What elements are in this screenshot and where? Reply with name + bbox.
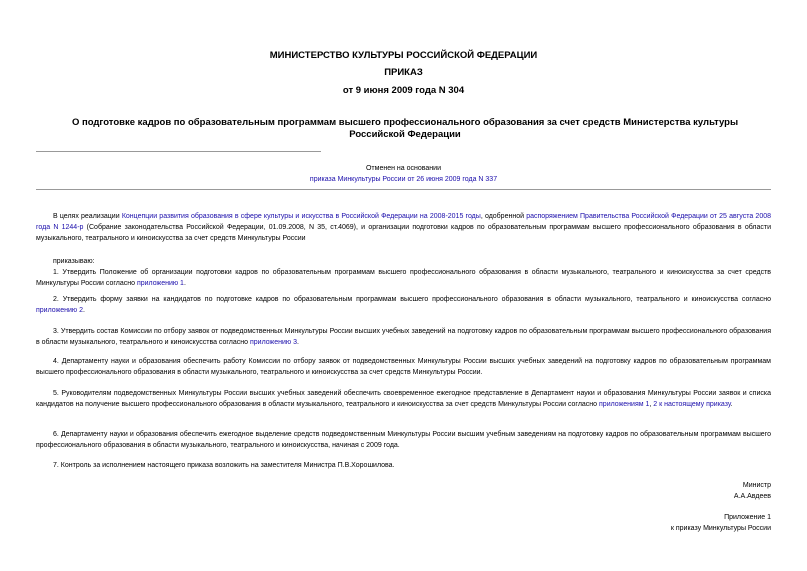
appendix-label: Приложение 1 bbox=[724, 514, 771, 521]
repeal-order-link[interactable]: приказа Минкультуры России от 26 июня 2009 года N 337 bbox=[309, 176, 498, 183]
signature-position: Министр bbox=[742, 482, 771, 489]
item-2: 2. Утвердить форму заявки на кандидатов по подготовке кадров по образовательным программам высшего профессионального образования в области музыкального, театрального и киноискусства согласно приложению 2. bbox=[36, 296, 771, 314]
status-note bbox=[36, 163, 771, 185]
item-5: 5. Руководителям подведомственных Минкультуры России высших учебных заведений обеспечить своевременное ежегодное представление в Департамент науки и образования Минкультуры России заявок и списка кандидатов на получение высшего профессионального образования в области музыкального, театрального и киноискусства за счет средств Минкультуры России согласно приложениям 1, 2 к настоящему приказу. bbox=[36, 390, 771, 408]
signature-name: А.А.Авдеев bbox=[733, 493, 771, 500]
appendix-ref: к приказу Минкультуры России bbox=[670, 525, 771, 532]
page-title: О подготовке кадров по образовательным программам высшего профессионального образования за счет средств Министерства культуры Российской Федерации bbox=[71, 117, 739, 140]
item-1: 1. Утвердить Положение об организации подготовки кадров по образовательным программам высшего профессионального образования в области музыкального, театрального и киноискусства за счет средств Минкультуры России согласно приложению 1. bbox=[36, 269, 771, 287]
date-number-heading: от 9 июня 2009 года N 304 bbox=[342, 85, 465, 96]
doc-type-heading: ПРИКАЗ bbox=[384, 67, 423, 78]
appendix-3-link[interactable]: приложению 3 bbox=[249, 339, 297, 346]
ministry-heading: МИНИСТЕРСТВО КУЛЬТУРЫ РОССИЙСКОЙ ФЕДЕРАЦИИ bbox=[269, 50, 538, 61]
concept-link[interactable]: Концепции развития образования в сфере культуры и искусства в Российской Федерации на 2008-2015 годы bbox=[121, 213, 481, 220]
divider-top bbox=[36, 151, 321, 152]
item-3: 3. Утвердить состав Комиссии по отбору заявок от подведомственных Минкультуры России высших учебных заведений на подготовку кадров по образовательным программам высшего профессионального образования в области музыкального, театрального и киноискусства согласно приложению 3. bbox=[36, 328, 771, 346]
preamble-paragraph: В целях реализации Концепции развития образования в сфере культуры и искусства в Российской Федерации на 2008-2015 годы, одобренной распоряжением Правительства Российской Федерации от 25 августа 2008 года N 1244-р (Собрание законодательства Российской Федерации, 01.09.2008, N 35, ст.4069), и организации подготовки кадров по образовательным программам высшего профессионального образования в области музыкального, театрального и киноискусства за счет средств Минкультуры России bbox=[36, 213, 771, 242]
item-7: 7. Контроль за исполнением настоящего приказа возложить на заместителя Министра П.В.Хорошилова. bbox=[53, 462, 395, 469]
signature-block bbox=[734, 480, 771, 502]
appendix-block bbox=[671, 512, 771, 534]
appendix-1-link[interactable]: приложению 1 bbox=[136, 280, 184, 287]
item-6: 6. Департаменту науки и образования обеспечить ежегодное выделение средств подведомственным Минкультуры России высшим учебным заведениям на подготовку кадров по образовательным программам высшего профессионального образования в области музыкального, театрального и киноискусства, начиная с 2009 года. bbox=[36, 431, 771, 449]
item-4: 4. Департаменту науки и образования обеспечить работу Комиссии по отбору заявок от подведомственных Минкультуры России высших учебных заведений на подготовку кадров по образовательным программам высшего профессионального образования в области музыкального, театрального и киноискусства за счет средств Минкультуры России. bbox=[36, 358, 771, 376]
status-note-text: Отменен на основании bbox=[365, 165, 441, 172]
order-word: приказываю: bbox=[53, 258, 95, 265]
appendices-1-link[interactable]: приложениям 1 bbox=[599, 401, 650, 408]
appendix-2-order-link[interactable]: 2 к настоящему приказу bbox=[653, 401, 731, 408]
government-decree-link[interactable]: распоряжением Правительства Российской Федерации от 25 августа 2008 года N 1244-р bbox=[36, 213, 771, 231]
divider-bottom bbox=[36, 189, 771, 190]
appendix-2-link[interactable]: приложению 2 bbox=[36, 307, 84, 314]
